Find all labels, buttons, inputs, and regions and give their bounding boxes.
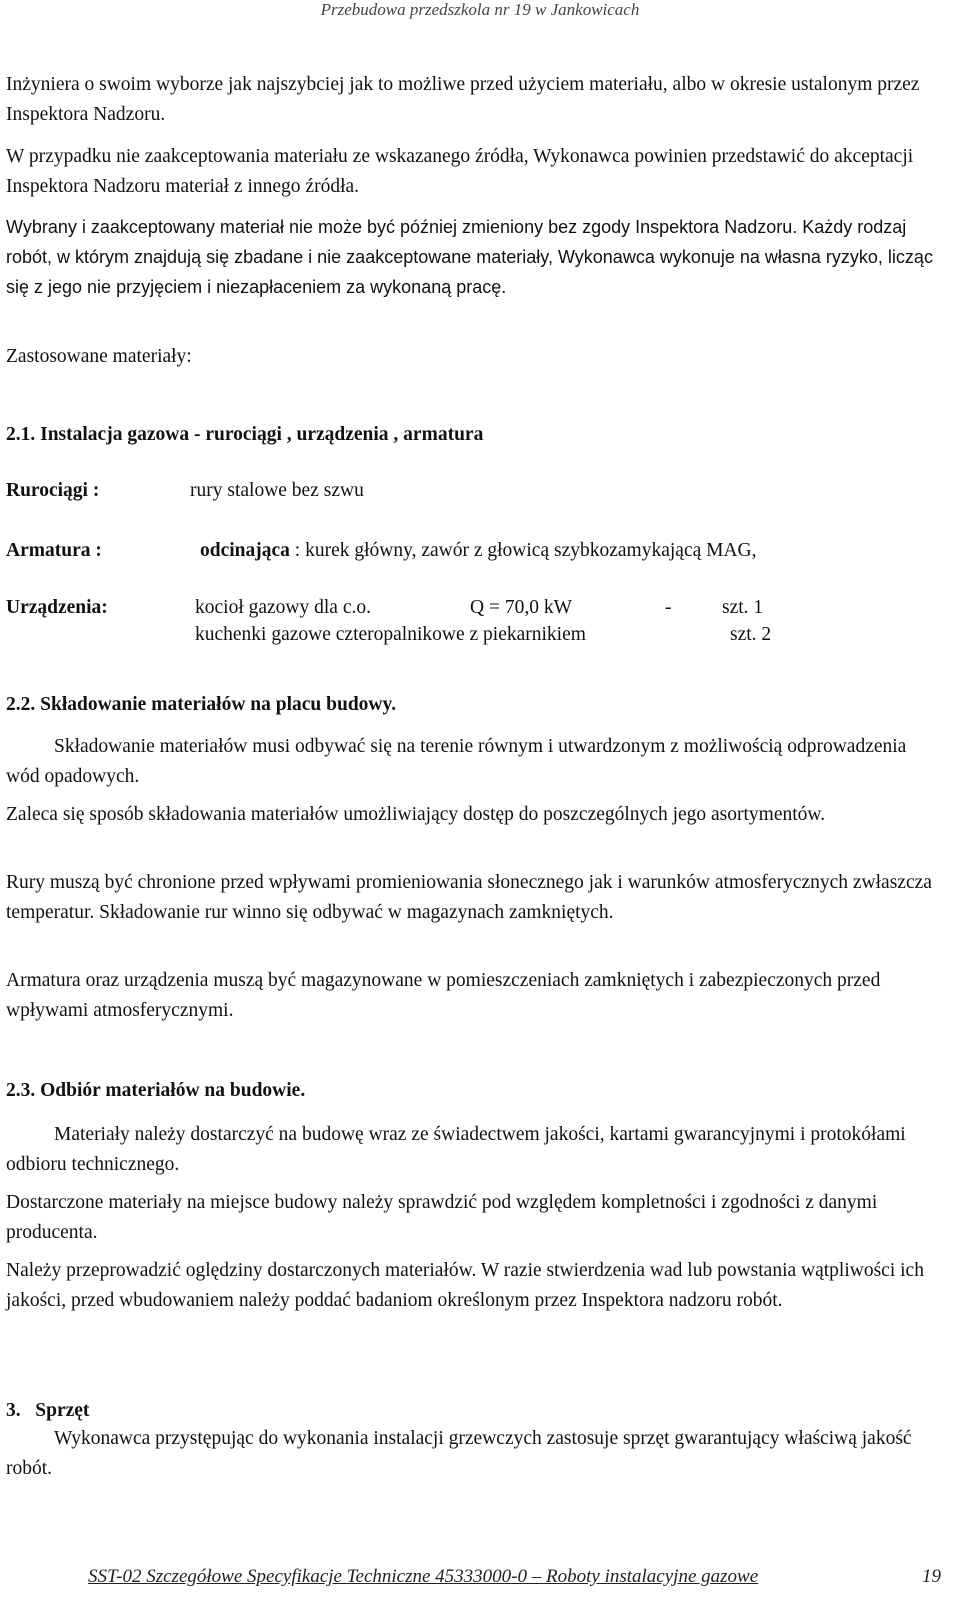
section-heading: 2.3. Odbiór materiałów na budowie. bbox=[6, 1080, 306, 1101]
device-name: kocioł gazowy dla c.o. bbox=[195, 597, 371, 618]
section-heading: 3. Sprzęt bbox=[6, 1400, 90, 1421]
paragraph: Zaleca się sposób składowania materiałów umożliwiający dostęp do poszczególnych jego asortymentów. bbox=[6, 804, 826, 825]
paragraph: Wykonawca przystępując do wykonania instalacji grzewczych zastosuje sprzęt gwarantujący właściwą jakość robót. bbox=[6, 1428, 912, 1479]
paragraph: Dostarczone materiały na miejsce budowy należy sprawdzić pod względem kompletności i zgodności z danymi producenta. bbox=[6, 1192, 878, 1243]
footer-title: SST-02 Szczegółowe Specyfikacje Techniczne 45333000-0 – Roboty instalacyjne gazowe bbox=[88, 1566, 759, 1587]
paragraph: W przypadku nie zaakceptowania materiału ze wskazanego źródła, Wykonawca powinien przedstawić do akceptacji Inspektora Nadzoru materiał z innego źródła. bbox=[6, 146, 914, 197]
device-power: Q = 70,0 kW bbox=[470, 597, 572, 618]
paragraph: Rury muszą być chronione przed wpływami promieniowania słonecznego jak i warunków atmosferycznych zwłaszcza temperatur. Składowanie rur winno się odbywać w magazynach zamkniętych. bbox=[6, 872, 932, 923]
paragraph: Materiały należy dostarczyć na budowę wraz ze świadectwem jakości, kartami gwarancyjnymi i protokółami odbioru technicznego. bbox=[6, 1124, 906, 1175]
armatura-description: : kurek główny, zawór z głowicą szybkozamykającą MAG, bbox=[289, 540, 757, 561]
paragraph: Należy przeprowadzić oględziny dostarczonych materiałów. W razie stwierdzenia wad lub powstania wątpliwości ich jakości, przed wbudowaniem należy poddać badaniom określonym przez Inspektora nadzoru robót. bbox=[6, 1260, 924, 1311]
paragraph: Składowanie materiałów musi odbywać się na terenie równym i utwardzonym z możliwością odprowadzenia wód opadowych. bbox=[6, 736, 907, 787]
paragraph: Zastosowane materiały: bbox=[6, 346, 192, 367]
rurociagi-label: Rurociągi : bbox=[6, 480, 100, 501]
device-qty: szt. 1 bbox=[722, 597, 764, 618]
urzadzenia-label: Urządzenia: bbox=[6, 597, 108, 618]
armatura-label: Armatura : bbox=[6, 540, 102, 561]
rurociagi-value: rury stalowe bez szwu bbox=[190, 480, 364, 501]
device-dash: - bbox=[665, 597, 672, 618]
paragraph: Armatura oraz urządzenia muszą być magazynowane w pomieszczeniach zamkniętych i zabezpieczonych przed wpływami atmosferycznymi. bbox=[6, 970, 881, 1021]
armatura-value bbox=[200, 540, 757, 562]
page-header: Przebudowa przedszkola nr 19 w Jankowicach bbox=[320, 0, 640, 19]
page-number: 19 bbox=[922, 1566, 941, 1587]
section-heading: 2.1. Instalacja gazowa - rurociągi , urządzenia , armatura bbox=[6, 424, 484, 445]
device-name: kuchenki gazowe czteropalnikowe z piekarnikiem bbox=[195, 624, 586, 645]
paragraph: Wybrany i zaakceptowany materiał nie może być później zmieniony bez zgody Inspektora Nadzoru. Każdy rodzaj robót, w którym znajdują się zbadane i nie zaakceptowane materiały, Wykonawca wykonuje na własna ryzyko, licząc się z jego nie przyjęciem i niezapłaceniem za wykonaną pracę. bbox=[6, 217, 933, 297]
armatura-type: odcinająca bbox=[200, 540, 290, 561]
device-qty: szt. 2 bbox=[730, 624, 772, 645]
paragraph: Inżyniera o swoim wyborze jak najszybciej jak to możliwe przed użyciem materiału, albo w okresie ustalonym przez Inspektora Nadzoru. bbox=[6, 74, 920, 125]
section-heading: 2.2. Składowanie materiałów na placu budowy. bbox=[6, 694, 397, 715]
